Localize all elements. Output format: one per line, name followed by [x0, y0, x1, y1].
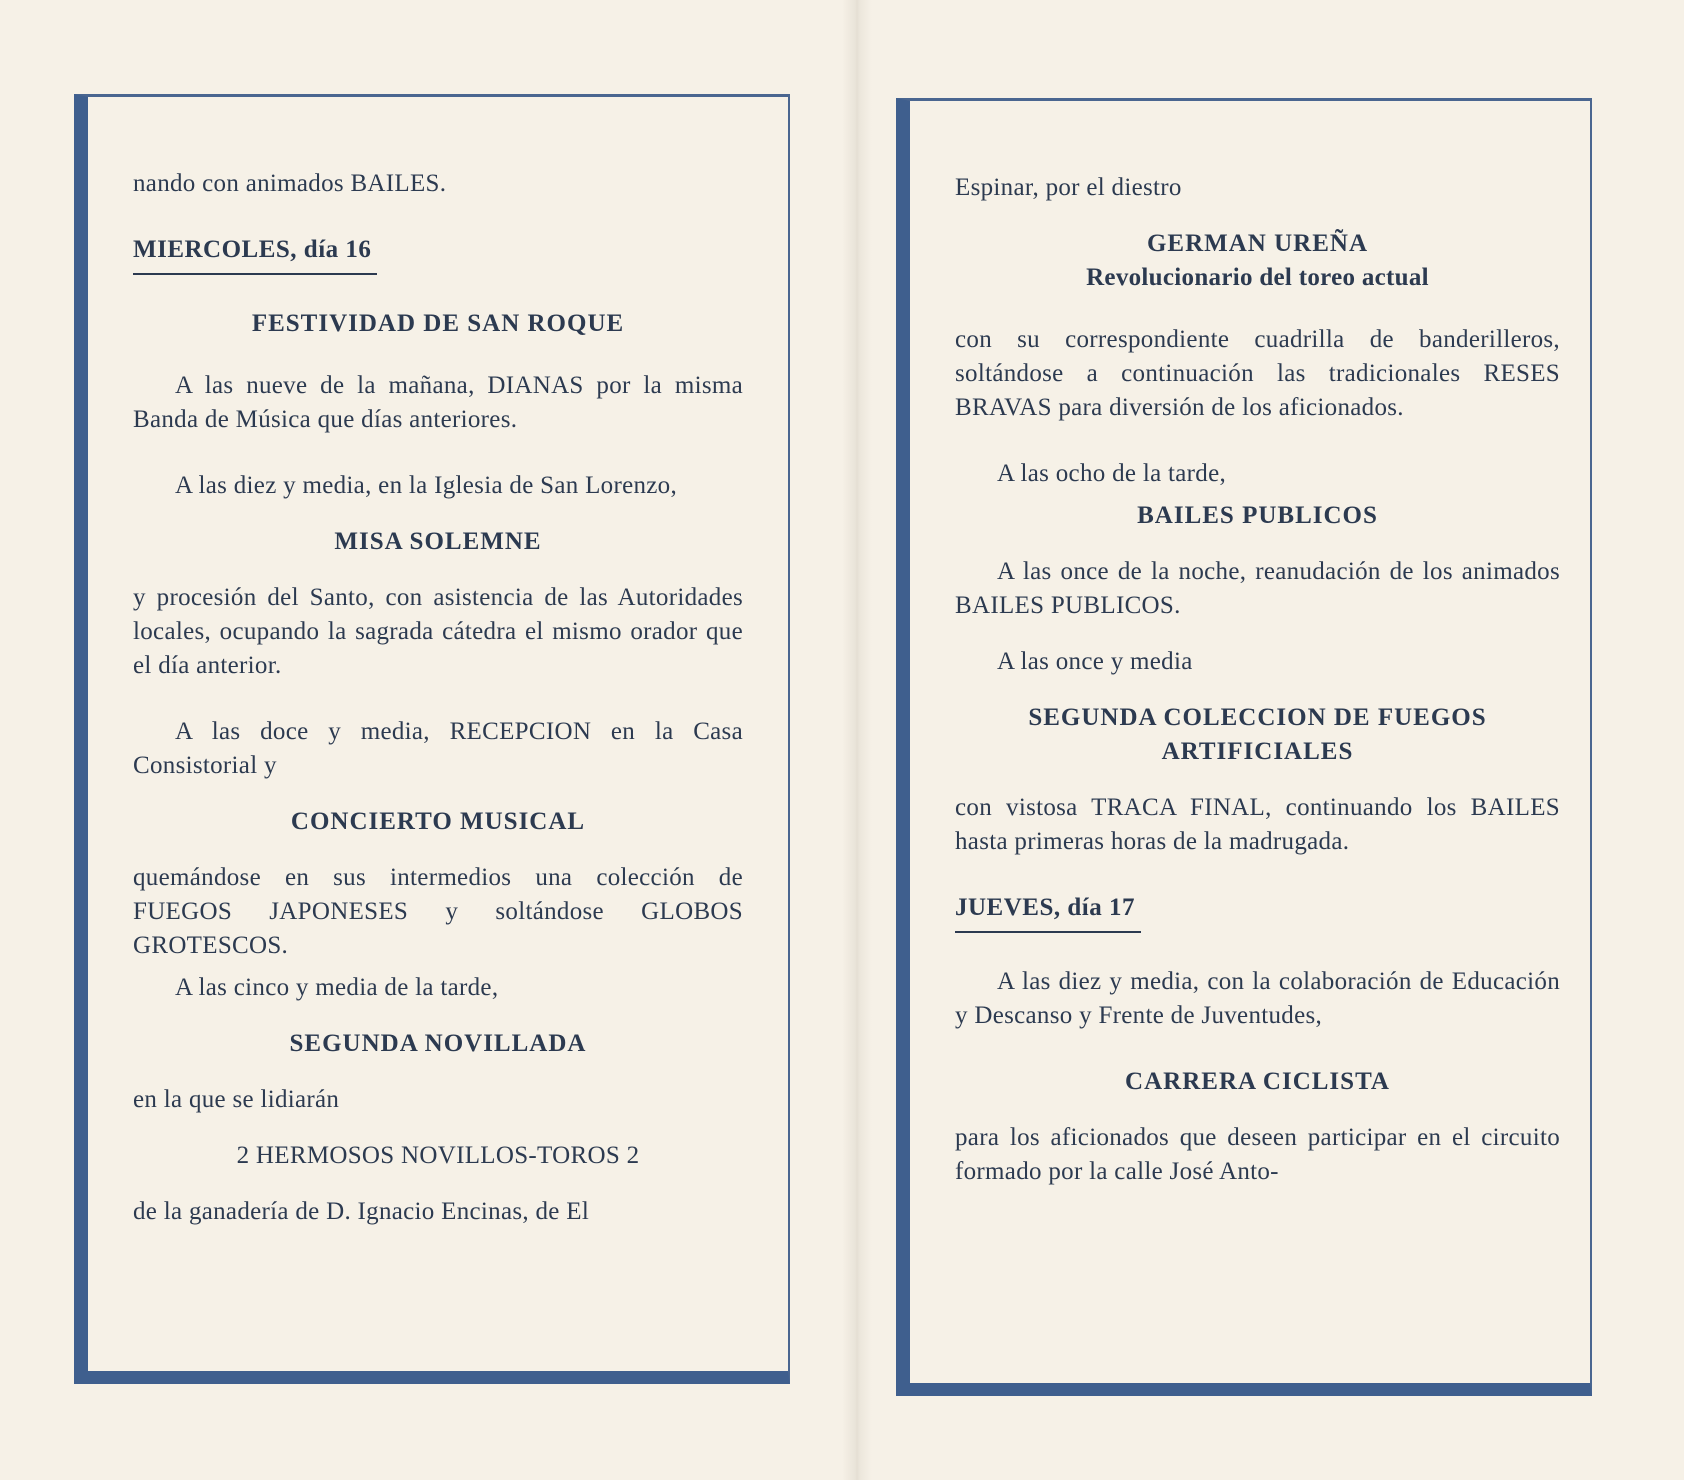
performer-name: GERMAN UREÑA [1146, 230, 1369, 257]
event-heading: SEGUNDA NOVILLADA [289, 1030, 587, 1057]
paragraph: quemándose en sus intermedios una colección de FUEGOS JAPONESES y soltándose GLOBOS GROTESCOS. [133, 864, 743, 959]
paragraph: con vistosa TRACA FINAL, continuando los BAILES hasta primeras horas de la madrugada. [955, 794, 1560, 855]
event-heading: CARRERA CICLISTA [1125, 1068, 1390, 1095]
paragraph: en la que se lidiarán [133, 1086, 340, 1113]
event-heading: FESTIVIDAD DE SAN ROQUE [251, 310, 625, 337]
paragraph: A las once de la noche, reanudación de los animados BAILES PUBLICOS. [955, 558, 1560, 619]
book-gutter [842, 0, 872, 1480]
day-heading-wrap [955, 891, 1560, 965]
paragraph: A las ocho de la tarde, [997, 460, 1227, 487]
paragraph: nando con animados BAILES. [133, 170, 447, 197]
paragraph: de la ganadería de D. Ignacio Encinas, de El [133, 1198, 590, 1225]
paragraph: y procesión del Santo, con asistencia de las Autoridades locales, ocupando la sagrada cátedra el mismo orador que el día anterior. [133, 584, 743, 679]
event-heading: MISA SOLEMNE [334, 528, 542, 555]
day-heading: MIERCOLES, día 16 [133, 233, 377, 275]
paragraph: A las once y media [997, 648, 1193, 675]
paragraph: con su correspondiente cuadrilla de banderilleros, soltándose a continuación las tradicionales RESES BRAVAS para diversión de los aficionados. [955, 326, 1560, 421]
event-heading: CONCIERTO MUSICAL [290, 808, 586, 835]
right-page-text [955, 171, 1560, 1221]
event-heading: SEGUNDA COLECCION DE FUEGOS ARTIFICIALES [1028, 704, 1487, 765]
day-heading: JUEVES, día 17 [955, 891, 1141, 933]
paragraph: A las doce y media, RECEPCION en la Casa Consistorial y [133, 718, 743, 779]
left-page [74, 94, 790, 1384]
paragraph: 2 HERMOSOS NOVILLOS-TOROS 2 [236, 1142, 640, 1169]
paragraph: A las cinco y media de la tarde, [175, 974, 499, 1001]
performer-subtitle: Revolucionario del toreo actual [1086, 264, 1429, 291]
paragraph: A las diez y media, con la colaboración de Educación y Descanso y Frente de Juventudes, [955, 968, 1560, 1029]
paragraph: A las nueve de la mañana, DIANAS por la misma Banda de Música que días anteriores. [133, 372, 743, 433]
paragraph: A las diez y media, en la Iglesia de San Lorenzo, [175, 472, 678, 499]
paragraph: Espinar, por el diestro [955, 174, 1182, 201]
day-heading-wrap [133, 233, 743, 307]
paragraph: para los aficionados que deseen participar en el circuito formado por la calle José Anto- [955, 1124, 1560, 1185]
event-heading: BAILES PUBLICOS [1137, 502, 1378, 529]
left-page-text [133, 167, 743, 1261]
right-page [896, 98, 1592, 1396]
